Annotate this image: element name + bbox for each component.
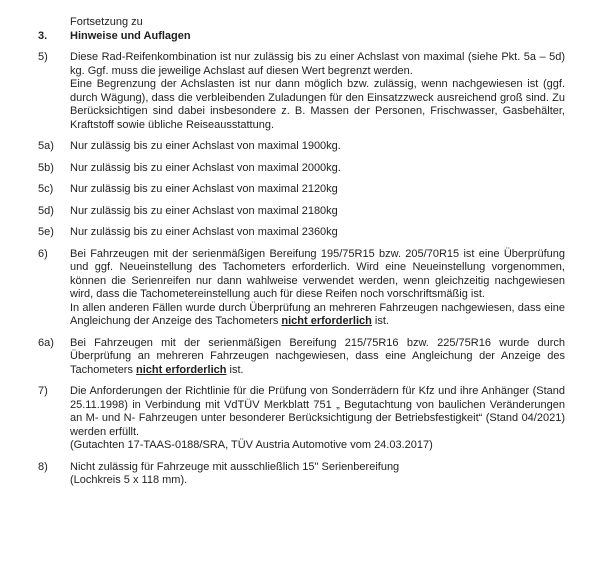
paragraph [70,51,565,78]
paragraph [70,474,565,488]
paragraph [70,248,565,302]
paragraph [70,385,565,439]
text-segment: Nur zulässig bis zu einer Achslast von maximal 2120kg [70,183,338,195]
text-segment: Die Anforderungen der Richtlinie für die Prüfung von Sonderrädern für Kfz und ihre Anhänger (Stand 25.11.1998) in Verbindung mit VdTÜV Merkblatt 751 „ Begutachtung von baulichen Veränderungen an M- und N- Fahrzeugen unter besonderer Berücksichtigung der Betriebsfestigkeit“ (Stand 04/2021) werden erfüllt. [70,385,565,438]
item-number: 5e) [38,226,54,238]
section-heading [38,30,565,44]
item-number: 5b) [38,161,54,174]
list-item [38,385,565,453]
text-segment: Nur zulässig bis zu einer Achslast von maximal 2360kg [70,226,338,238]
item-text [70,140,565,154]
item-number: 6) [38,247,48,260]
item-number: 5) [38,51,48,63]
item-text [70,205,565,219]
item-number: 7) [38,385,48,397]
list-item [38,140,565,154]
item-text [70,226,565,240]
text-segment: Nur zulässig bis zu einer Achslast von maximal 1900kg. [70,140,341,152]
text-segment: ist. [226,363,244,376]
item-number: 6a) [38,336,54,349]
item-text [70,51,565,132]
paragraph [70,140,565,154]
item-text [70,162,565,176]
text-segment: Nur zulässig bis zu einer Achslast von maximal 2000kg. [70,161,341,174]
text-segment: Bei Fahrzeugen mit der serienmäßigen Bereifung 215/75R16 bzw. 225/75R16 wurde durch Überprüfung an mehreren Fahrzeugen nachgewiesen, dass eine Angleichung der Anzeige des Tachometers [70,336,565,376]
text-segment: Nur zulässig bis zu einer Achslast von maximal 2180kg [70,204,338,217]
list-item [38,226,565,240]
list-item [38,162,565,176]
list-item [38,337,565,378]
paragraph [70,439,565,453]
item-text [70,183,565,197]
list-item [38,248,565,329]
list-item [38,461,565,488]
text-segment: (Gutachten 17-TAAS-0188/SRA, TÜV Austria Automotive vom 24.03.2017) [70,439,433,451]
section-title: Hinweise und Auflagen [70,29,191,42]
items-list [38,51,565,488]
continuation-note: Fortsetzung zu [70,16,143,28]
paragraph [70,337,565,378]
paragraph [70,205,565,219]
paragraph [70,302,565,329]
item-number: 8) [38,460,48,473]
text-segment: ist. [371,315,389,327]
item-text [70,337,565,378]
text-segment: (Lochkreis 5 x 118 mm). [70,474,188,486]
item-text [70,385,565,453]
item-number: 5d) [38,204,54,217]
paragraph [70,162,565,176]
list-item [38,205,565,219]
paragraph [70,226,565,240]
emphasis-text: nicht erforderlich [136,363,227,376]
section-number: 3. [38,29,48,42]
emphasis-text: nicht erforderlich [281,315,372,327]
item-text [70,461,565,488]
text-segment: In allen anderen Fällen wurde durch Überprüfung an mehreren Fahrzeugen nachgewiesen, dass eine Angleichung der Anzeige des Tachometers [70,301,565,327]
text-segment: Eine Begrenzung der Achslasten ist nur dann möglich bzw. zulässig, wenn nachgewiesen ist (ggf. durch Wägung), dass die verbleibenden Zuladungen für den Einsatzzweck ausreichend groß sind. Zu Berücksichtigen sind dabei insbesondere z. B. Massen der Personen, Frischwasser, Gasbehälter, Kraftstoff sowie übliche Reiseausstattung. [70,78,565,131]
item-number: 5c) [38,183,54,195]
text-segment: Diese Rad-Reifenkombination ist nur zulässig bis zu einer Achslast von maximal (siehe Pkt. 5a – 5d) kg. Ggf. muss die jeweilige Achslast auf diesen Wert begrenzt werden. [70,51,565,77]
item-number: 5a) [38,140,54,152]
paragraph [70,183,565,197]
list-item [38,51,565,132]
text-segment: Bei Fahrzeugen mit der serienmäßigen Bereifung 195/75R15 bzw. 205/70R15 ist eine Überprüfung und ggf. Neueinstellung des Tachometers erforderlich. Wird eine Neueinstellung vorgenommen, können die Serienreifen nur dann wahlweise verwendet werden, wenn gleichzeitig nachgewiesen wird, dass die Tachometereinstellung auch für diese Reifen noch vorschriftsmäßig ist. [70,247,565,300]
paragraph [70,461,565,475]
list-item [38,183,565,197]
text-segment: Nicht zulässig für Fahrzeuge mit ausschließlich 15" Serienbereifung [70,460,400,473]
item-text [70,248,565,329]
paragraph [70,78,565,132]
